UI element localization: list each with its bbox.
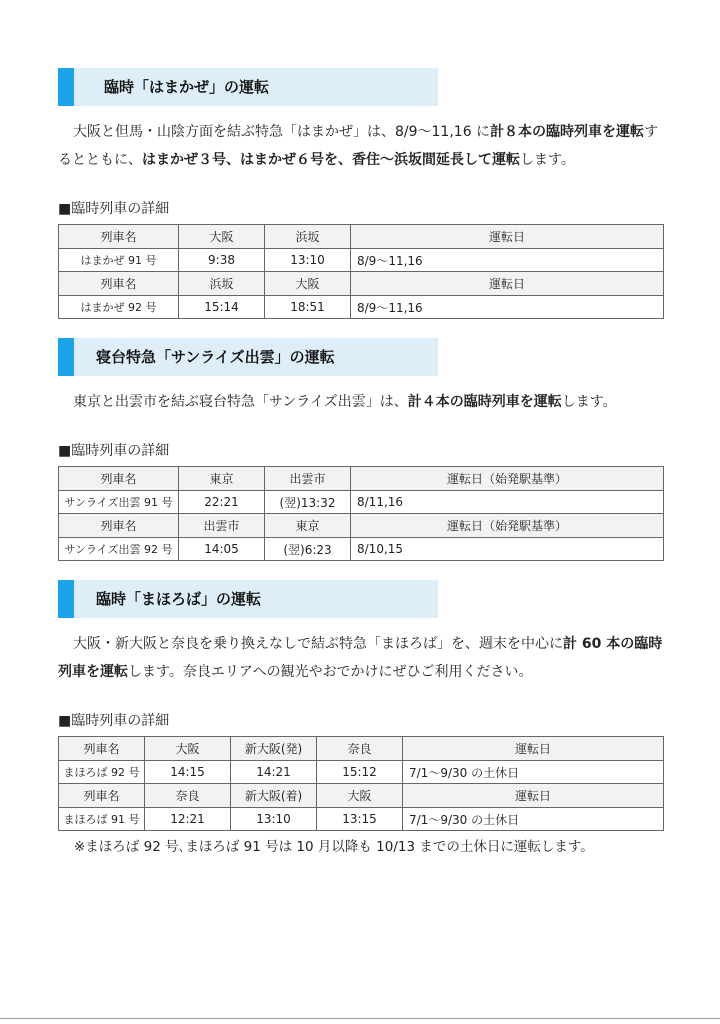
para-text: します。 bbox=[561, 394, 617, 410]
time-cell: 15:12 bbox=[317, 761, 403, 784]
train-name-cell: はまかぜ 91 号 bbox=[59, 249, 179, 272]
table-row bbox=[59, 761, 664, 784]
train-name-cell: まほろば 91 号 bbox=[59, 808, 145, 831]
header-cell: 列車名 bbox=[59, 737, 145, 761]
schedule-table bbox=[58, 466, 664, 561]
time-cell: 12:21 bbox=[145, 808, 231, 831]
date-cell: 8/9～11,16 bbox=[351, 249, 664, 272]
heading-accent-bar bbox=[58, 580, 74, 618]
footnote: ※まほろば 92 号､まほろば 91 号は 10 月以降も 10/13 までの土休日に運転します。 bbox=[74, 839, 594, 855]
header-cell: 出雲市 bbox=[179, 514, 265, 538]
table-row bbox=[59, 296, 664, 319]
header-cell: 運転日 bbox=[403, 784, 664, 808]
page-bottom-rule bbox=[0, 1018, 720, 1019]
date-cell: 8/10,15 bbox=[351, 538, 664, 561]
time-cell: 18:51 bbox=[265, 296, 351, 319]
heading-accent-bar bbox=[58, 338, 74, 376]
para-bold-text: 計４本の臨時列車を運転 bbox=[407, 394, 562, 410]
table-header-row bbox=[59, 272, 664, 296]
section-title: 臨時「まほろば」の運転 bbox=[96, 590, 262, 608]
section-heading bbox=[58, 338, 438, 376]
header-cell: 大阪 bbox=[145, 737, 231, 761]
header-cell: 奈良 bbox=[317, 737, 403, 761]
header-cell: 出雲市 bbox=[265, 467, 351, 491]
section-paragraph bbox=[58, 630, 666, 686]
table-row bbox=[59, 491, 664, 514]
para-text: 大阪・新大阪と奈良を乗り換えなしで結ぶ特急「まほろば」を、週末を中心に bbox=[73, 636, 563, 652]
section-heading bbox=[58, 580, 438, 618]
section-title: 寝台特急「サンライズ出雲」の運転 bbox=[96, 348, 335, 366]
header-cell: 東京 bbox=[179, 467, 265, 491]
section-mahoroba bbox=[58, 580, 664, 855]
time-cell: 13:10 bbox=[231, 808, 317, 831]
header-cell: 列車名 bbox=[59, 272, 179, 296]
header-cell: 運転日（始発駅基準） bbox=[351, 514, 664, 538]
para-text: します。 bbox=[520, 152, 575, 168]
time-cell: 13:15 bbox=[317, 808, 403, 831]
header-cell: 大阪 bbox=[179, 225, 265, 249]
header-cell: 運転日 bbox=[403, 737, 664, 761]
section-sunrise-izumo bbox=[58, 338, 664, 561]
header-cell: 運転日（始発駅基準） bbox=[351, 467, 664, 491]
header-cell: 列車名 bbox=[59, 784, 145, 808]
header-cell: 新大阪(着) bbox=[231, 784, 317, 808]
header-cell: 運転日 bbox=[351, 272, 664, 296]
time-cell: (翌)13:32 bbox=[265, 491, 351, 514]
table-header-row bbox=[59, 514, 664, 538]
header-cell: 列車名 bbox=[59, 467, 179, 491]
train-name-cell: サンライズ出雲 91 号 bbox=[59, 491, 179, 514]
schedule-table bbox=[58, 224, 664, 319]
time-cell: (翌)6:23 bbox=[265, 538, 351, 561]
section-paragraph bbox=[58, 118, 666, 174]
header-cell: 浜坂 bbox=[179, 272, 265, 296]
header-cell: 列車名 bbox=[59, 225, 179, 249]
header-cell: 奈良 bbox=[145, 784, 231, 808]
header-cell: 大阪 bbox=[265, 272, 351, 296]
table-row bbox=[59, 808, 664, 831]
header-cell: 運転日 bbox=[351, 225, 664, 249]
date-cell: 7/1～9/30 の土休日 bbox=[403, 808, 664, 831]
table-subheading: ■臨時列車の詳細 bbox=[58, 713, 170, 729]
train-name-cell: まほろば 92 号 bbox=[59, 761, 145, 784]
time-cell: 14:05 bbox=[179, 538, 265, 561]
time-cell: 22:21 bbox=[179, 491, 265, 514]
table-header-row bbox=[59, 467, 664, 491]
para-bold-text: 計 60 本の臨時列車を運転 bbox=[58, 636, 663, 680]
table-header-row bbox=[59, 225, 664, 249]
time-cell: 9:38 bbox=[179, 249, 265, 272]
time-cell: 15:14 bbox=[179, 296, 265, 319]
header-cell: 大阪 bbox=[317, 784, 403, 808]
train-name-cell: はまかぜ 92 号 bbox=[59, 296, 179, 319]
table-header-row bbox=[59, 784, 664, 808]
time-cell: 14:15 bbox=[145, 761, 231, 784]
date-cell: 8/9～11,16 bbox=[351, 296, 664, 319]
para-bold-text: 計８本の臨時列車を運転 bbox=[490, 124, 645, 140]
table-header-row bbox=[59, 737, 664, 761]
table-row bbox=[59, 538, 664, 561]
section-heading bbox=[58, 68, 438, 106]
para-text: 東京と出雲市を結ぶ寝台特急「サンライズ出雲」は、 bbox=[73, 394, 408, 410]
section-title: 臨時「はまかぜ」の運転 bbox=[104, 78, 270, 96]
time-cell: 14:21 bbox=[231, 761, 317, 784]
para-bold-text: はまかぜ３号、はまかぜ６号を、香住～浜坂間延長して運転 bbox=[142, 152, 520, 168]
date-cell: 7/1～9/30 の土休日 bbox=[403, 761, 664, 784]
para-text: 大阪と但馬・山陰方面を結ぶ特急「はまかぜ」は、8/9～11,16 に bbox=[73, 124, 491, 140]
section-paragraph bbox=[58, 388, 666, 416]
heading-accent-bar bbox=[58, 68, 74, 106]
table-subheading: ■臨時列車の詳細 bbox=[58, 201, 170, 217]
time-cell: 13:10 bbox=[265, 249, 351, 272]
section-hamakaze bbox=[58, 68, 664, 319]
header-cell: 新大阪(発) bbox=[231, 737, 317, 761]
date-cell: 8/11,16 bbox=[351, 491, 664, 514]
header-cell: 列車名 bbox=[59, 514, 179, 538]
header-cell: 東京 bbox=[265, 514, 351, 538]
table-subheading: ■臨時列車の詳細 bbox=[58, 443, 170, 459]
para-text: するとともに、 bbox=[58, 124, 659, 168]
train-name-cell: サンライズ出雲 92 号 bbox=[59, 538, 179, 561]
para-text: します。奈良エリアへの観光やおでかけにぜひご利用ください。 bbox=[128, 664, 533, 680]
table-row bbox=[59, 249, 664, 272]
schedule-table bbox=[58, 736, 664, 831]
header-cell: 浜坂 bbox=[265, 225, 351, 249]
